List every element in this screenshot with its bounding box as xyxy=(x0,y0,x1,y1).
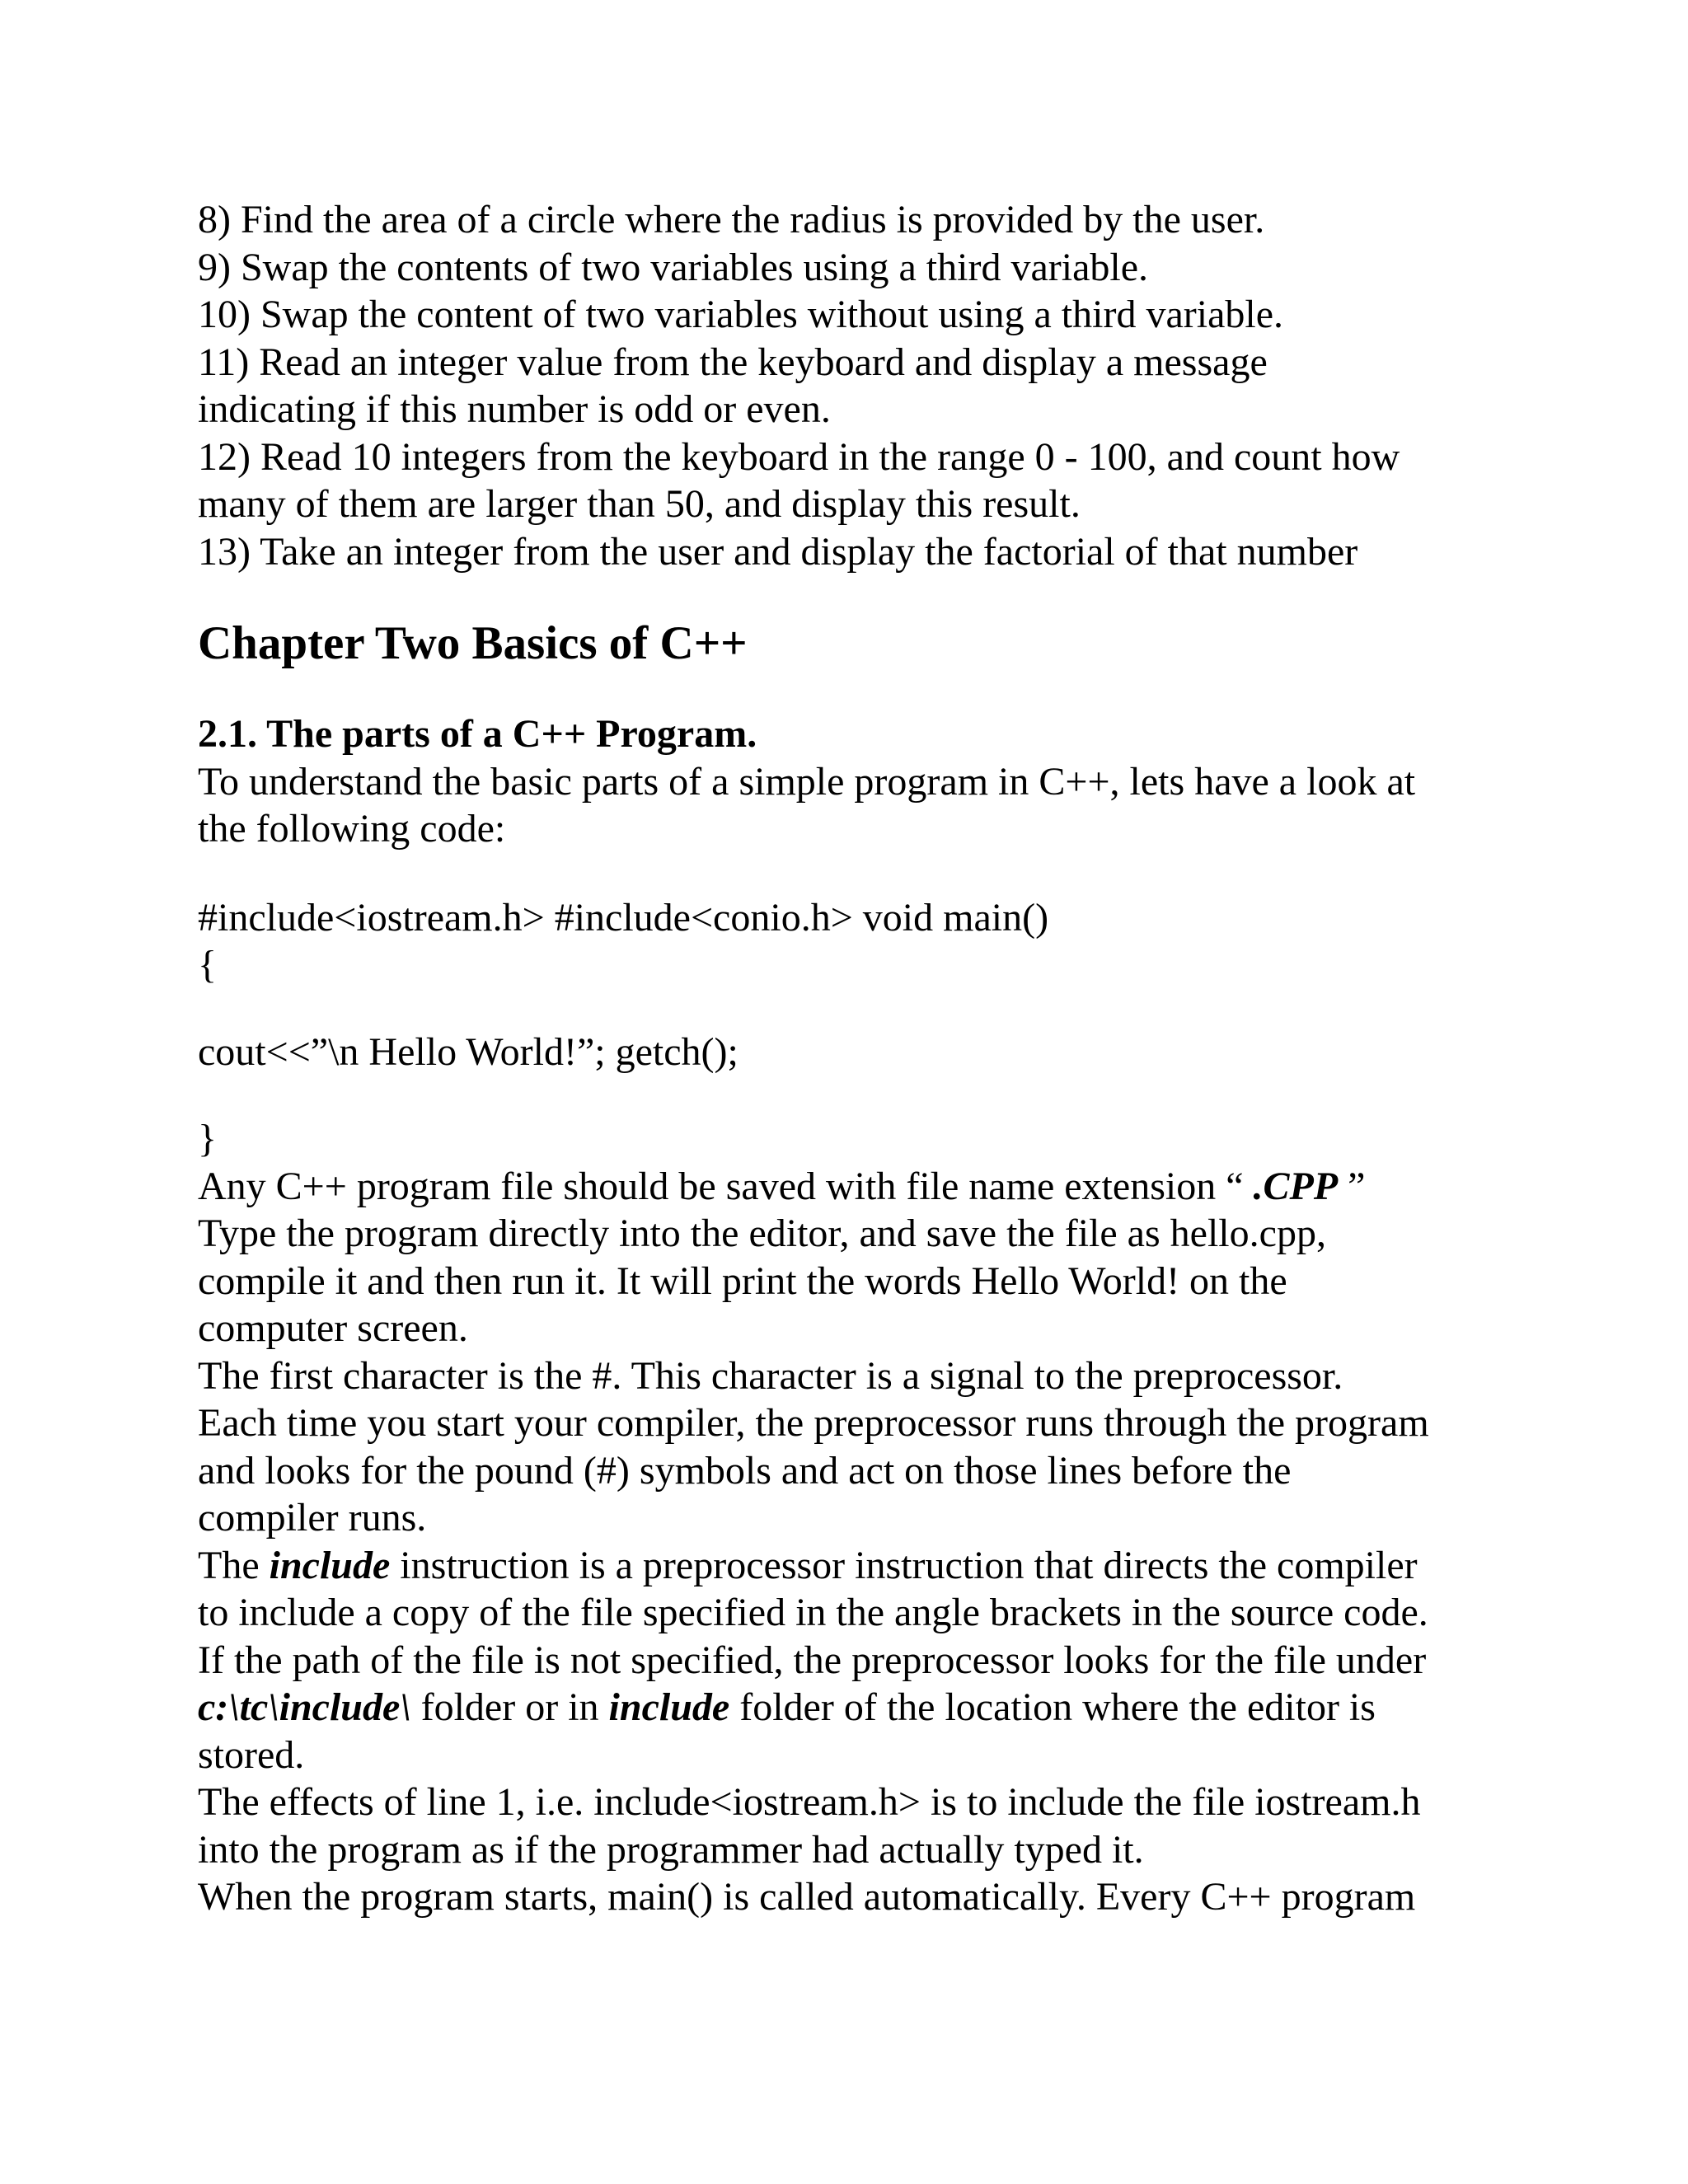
para-include-line-1 xyxy=(198,1542,1550,1590)
section-title: 2.1. The parts of a C++ Program. xyxy=(198,712,757,756)
para-include-line-2: to include a copy of the file specified in the angle brackets in the source code. xyxy=(198,1591,1428,1634)
para-effects-line-1: The effects of line 1, i.e. include<iostream.h> is to include the file iostream.h xyxy=(198,1780,1421,1824)
para-type-line-2: compile it and then run it. It will print the words Hello World! on the xyxy=(198,1258,1287,1303)
include-path: c:\tc\include\ xyxy=(198,1685,411,1729)
exercise-11: 11) Read an integer value from the keyboard and display a message xyxy=(198,340,1268,384)
para-include-line-4 xyxy=(198,1684,1550,1732)
para-main-line-1: When the program starts, main() is called automatically. Every C++ program xyxy=(198,1875,1416,1919)
keyword-include: include xyxy=(269,1543,391,1587)
code-close-brace: } xyxy=(198,1117,218,1160)
para-first-char-line-4: compiler runs. xyxy=(198,1496,427,1540)
para-include-text: instruction is a preprocessor instruction that directs the compiler xyxy=(390,1543,1418,1587)
code-example xyxy=(198,894,1550,1163)
intro-line-2: the following code: xyxy=(198,807,506,851)
exercise-12: 12) Read 10 integers from the keyboard in the range 0 - 100, and count how xyxy=(198,434,1400,479)
exercise-11-cont: indicating if this number is odd or even. xyxy=(198,387,831,431)
para-include-line-5: stored. xyxy=(198,1732,305,1777)
intro-line-1: To understand the basic parts of a simple program in C++, lets have a look at xyxy=(198,759,1416,804)
exercise-13: 13) Take an integer from the user and display the factorial of that number xyxy=(198,529,1358,574)
para-first-char-line-3: and looks for the pound (#) symbols and act on those lines before the xyxy=(198,1448,1292,1493)
exercise-12-cont: many of them are larger than 50, and display this result. xyxy=(198,482,1081,526)
code-body: cout<<”\n Hello World!”; getch(); xyxy=(198,1029,738,1074)
extension-note-suffix: ” xyxy=(1338,1164,1366,1208)
code-line-includes: #include<iostream.h> #include<conio.h> void main() xyxy=(198,895,1049,940)
para-type-line-1: Type the program directly into the editor, and save the file as hello.cpp, xyxy=(198,1212,1326,1255)
para-include-text: folder of the location where the editor is xyxy=(729,1685,1376,1729)
extension-cpp: .CPP xyxy=(1253,1164,1339,1208)
para-include-text: folder or in xyxy=(410,1685,609,1729)
para-first-char-line-1: The first character is the #. This character is a signal to the preprocessor. xyxy=(198,1353,1343,1398)
keyword-include: include xyxy=(608,1685,730,1729)
para-include-line-3: If the path of the file is not specified, the preprocessor looks for the file under xyxy=(198,1638,1427,1682)
code-open-brace: { xyxy=(198,943,218,987)
exercise-10: 10) Swap the content of two variables without using a third variable. xyxy=(198,293,1284,336)
exercise-8: 8) Find the area of a circle where the radius is provided by the user. xyxy=(198,198,1265,241)
exercise-list xyxy=(198,196,1550,575)
para-include-text: The xyxy=(198,1543,270,1587)
extension-note xyxy=(198,1163,1550,1211)
exercise-9: 9) Swap the contents of two variables using a third variable. xyxy=(198,245,1149,289)
document-page xyxy=(198,196,1550,1921)
extension-note-prefix: Any C++ program file should be saved with file name extension “ xyxy=(198,1164,1254,1208)
chapter-title: Chapter Two Basics of C++ xyxy=(198,617,748,669)
para-effects-line-2: into the program as if the programmer had actually typed it. xyxy=(198,1827,1144,1872)
para-type-line-3: computer screen. xyxy=(198,1306,468,1350)
para-first-char-line-2: Each time you start your compiler, the preprocessor runs through the program xyxy=(198,1401,1429,1445)
